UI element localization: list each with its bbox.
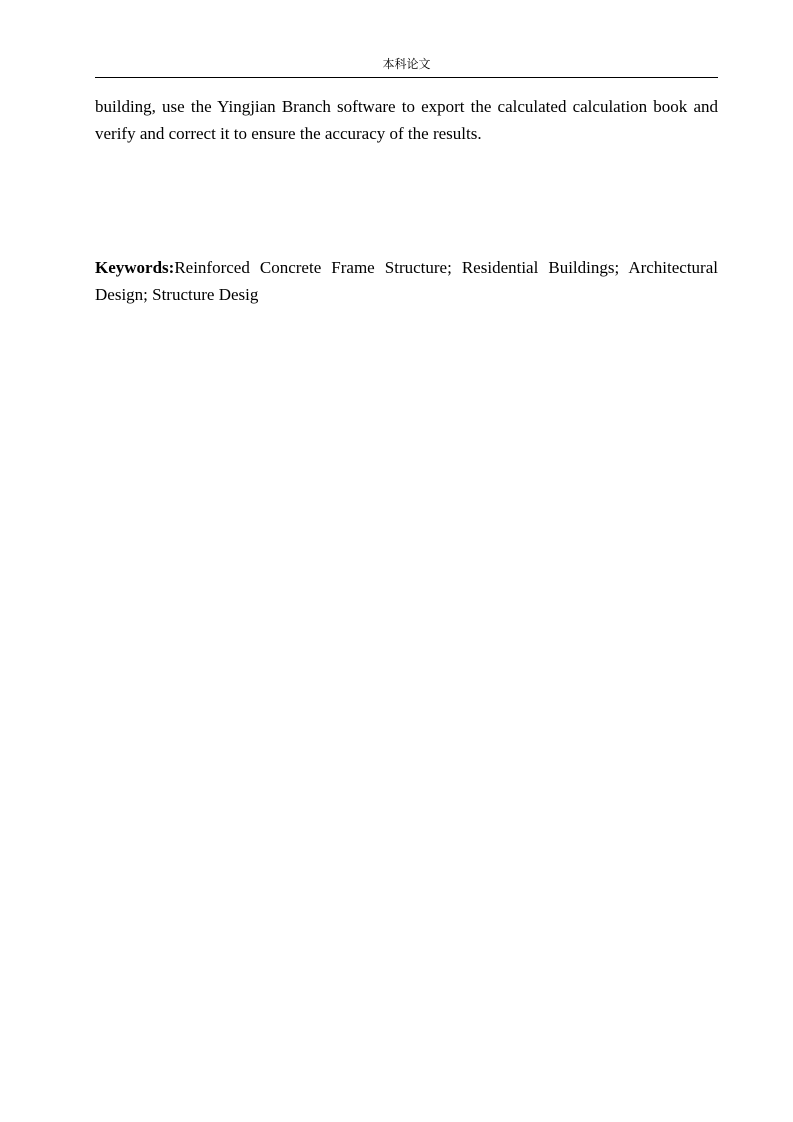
running-header-title: 本科论文 <box>382 57 431 71</box>
keywords-label: Keywords: <box>95 258 175 277</box>
keywords-paragraph <box>95 254 718 308</box>
keywords-text: Reinforced Concrete Frame Structure; Residential Buildings; Architectural Design; Structure Desig <box>95 258 718 304</box>
running-header <box>95 55 718 78</box>
abstract-paragraph: building, use the Yingjian Branch software to export the calculated calculation book and verify and correct it to ensure the accuracy of the results. <box>95 97 718 143</box>
